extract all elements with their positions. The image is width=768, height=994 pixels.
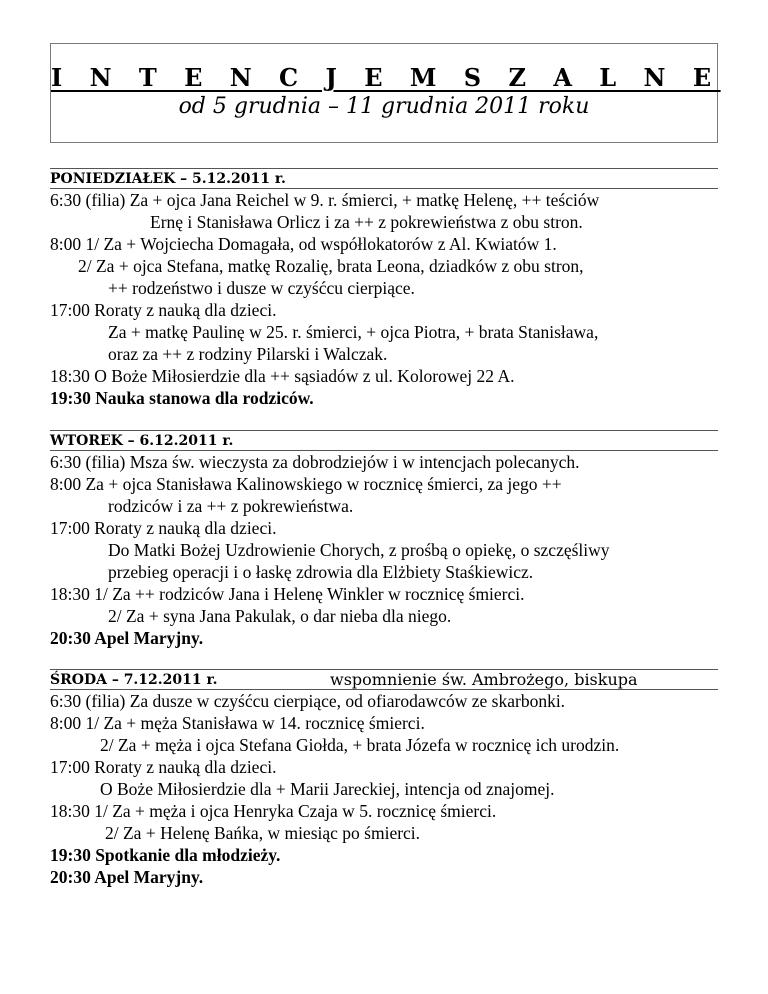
- intention-line: 8:00 1/ Za + Wojciecha Domagała, od współlokatorów z Al. Kwiatów 1.: [50, 234, 557, 254]
- intention-line: 6:30 (filia) Za + ojca Jana Reichel w 9. r. śmierci, + matkę Helenę, ++ teściów: [50, 190, 600, 210]
- intention-line: 19:30 Nauka stanowa dla rodziców.: [50, 388, 314, 408]
- intention-line: 18:30 1/ Za + męża i ojca Henryka Czaja w 5. rocznicę śmierci.: [50, 801, 497, 821]
- intention-line: 17:00 Roraty z nauką dla dzieci.: [50, 757, 277, 777]
- intention-line: 6:30 (filia) Za dusze w czyśćcu cierpiące, od ofiarodawców ze skarbonki.: [50, 691, 566, 711]
- page-subtitle: od 5 grudnia – 11 grudnia 2011 roku: [178, 94, 590, 119]
- intention-line: 2/ Za + syna Jana Pakulak, o dar nieba dla niego.: [108, 606, 452, 626]
- intention-line: 18:30 O Boże Miłosierdzie dla ++ sąsiadów z ul. Kolorowej 22 A.: [50, 366, 515, 386]
- day-section-monday: [50, 168, 718, 409]
- intention-line: 2/ Za + męża i ojca Stefana Giołda, + brata Józefa w rocznicę ich urodzin.: [100, 735, 620, 755]
- intention-line: 2/ Za + ojca Stefana, matkę Rozalię, brata Leona, dziadków z obu stron,: [78, 256, 584, 276]
- page-title: I N T E N C J E M S Z A L N E: [51, 63, 721, 92]
- day-heading: PONIEDZIAŁEK – 5.12.2011 r.: [50, 168, 718, 189]
- intention-line: Do Matki Bożej Uzdrowienie Chorych, z prośbą o opiekę, o szczęśliwy: [108, 540, 610, 560]
- intention-line: 2/ Za + Helenę Bańka, w miesiąc po śmierci.: [105, 823, 421, 843]
- intention-line: 17:00 Roraty z nauką dla dzieci.: [50, 518, 277, 538]
- intention-line: oraz za ++ z rodziny Pilarski i Walczak.: [108, 344, 388, 364]
- intention-line: przebieg operacji i o łaskę zdrowia dla Elżbiety Staśkiewicz.: [108, 562, 534, 582]
- day-heading: WTOREK – 6.12.2011 r.: [50, 430, 718, 451]
- day-note: wspomnienie św. Ambrożego, biskupa: [330, 670, 638, 689]
- intention-line: 19:30 Spotkanie dla młodzieży.: [50, 845, 281, 865]
- intention-line: Ernę i Stanisława Orlicz i za ++ z pokrewieństwa z obu stron.: [150, 212, 583, 232]
- day-heading: ŚRODA – 7.12.2011 r. wspomnienie św. Ambrożego, biskupa: [50, 669, 718, 690]
- intention-line: 17:00 Roraty z nauką dla dzieci.: [50, 300, 277, 320]
- intention-line: ++ rodzeństwo i dusze w czyśćcu cierpiące.: [108, 278, 415, 298]
- intention-line: O Boże Miłosierdzie dla + Marii Jareckiej, intencja od znajomej.: [100, 779, 555, 799]
- day-section-wednesday: [50, 669, 718, 888]
- intention-line: 8:00 Za + ojca Stanisława Kalinowskiego w rocznicę śmierci, za jego ++: [50, 474, 562, 494]
- intention-line: Za + matkę Paulinę w 25. r. śmierci, + ojca Piotra, + brata Stanisława,: [108, 322, 599, 342]
- intention-line: 18:30 1/ Za ++ rodziców Jana i Helenę Winkler w rocznicę śmierci.: [50, 584, 525, 604]
- day-section-tuesday: [50, 430, 718, 649]
- intention-line: 20:30 Apel Maryjny.: [50, 628, 204, 648]
- intention-line: 6:30 (filia) Msza św. wieczysta za dobrodziejów i w intencjach polecanych.: [50, 452, 580, 472]
- intention-line: rodziców i za ++ z pokrewieństwa.: [108, 496, 354, 516]
- title-box: [50, 43, 721, 143]
- intention-line: 20:30 Apel Maryjny.: [50, 867, 204, 887]
- intention-line: 8:00 1/ Za + męża Stanisława w 14. rocznicę śmierci.: [50, 713, 425, 733]
